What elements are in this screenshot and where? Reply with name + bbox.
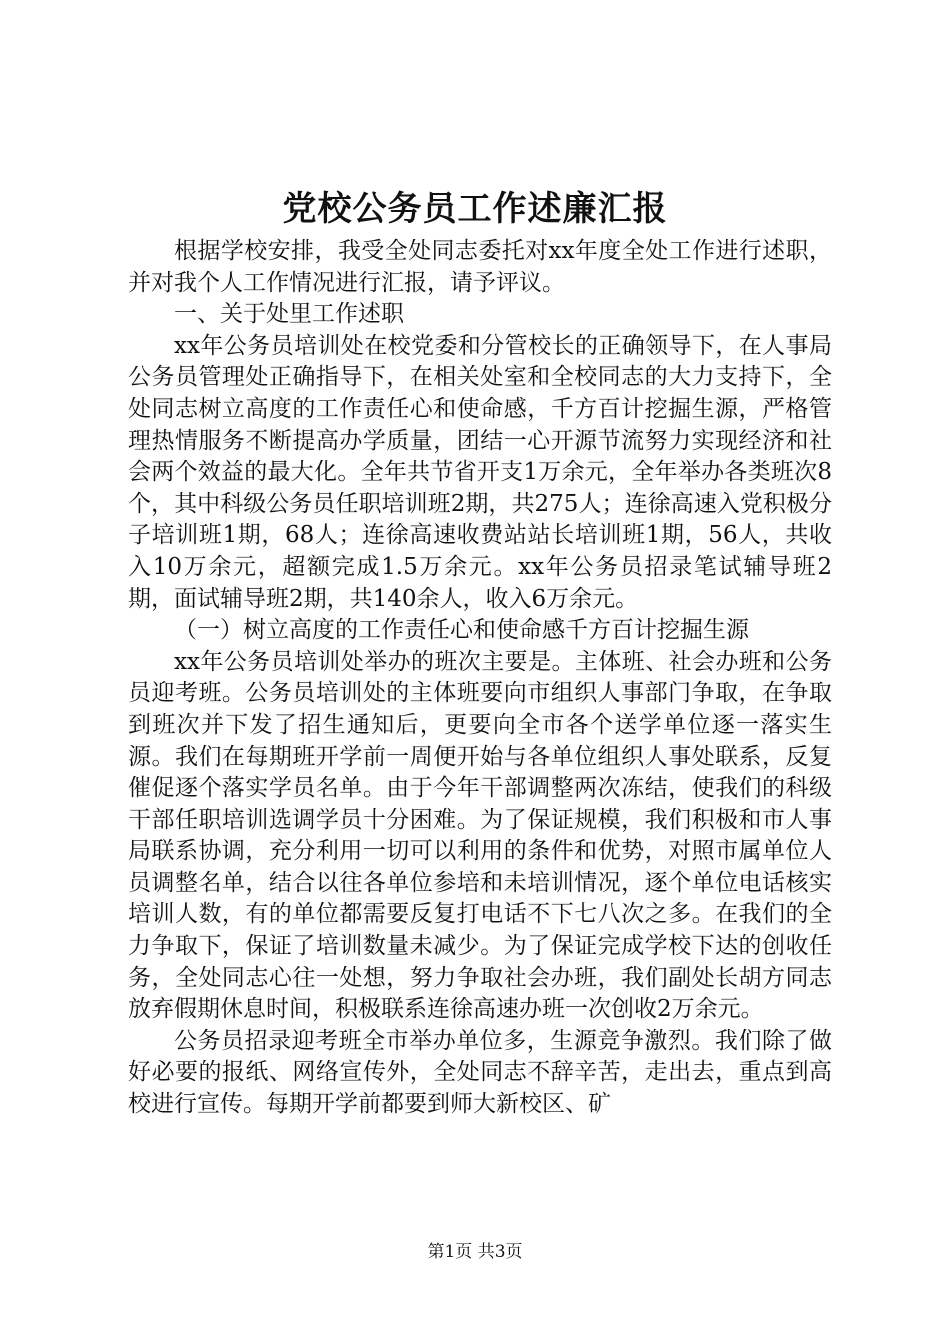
subsection-heading-1: （一）树立高度的工作责任心和使命感千方百计挖掘生源 [174, 617, 749, 644]
paragraph-intro: 根据学校安排，我受全处同志委托对xx年度全处工作进行述职，并对我个人工作情况进行汇报，请予评议。 [128, 238, 832, 296]
document-title: 党校公务员工作述廉汇报 [282, 189, 668, 229]
paragraph-enrollment: xx年公务员培训处举办的班次主要是。主体班、社会办班和公务员迎考班。公务员培训处的主体班要向市组织人事部门争取，在争取到班次并下发了招生通知后，更要向全市各个送学单位逐一落实生源。我们在每期班开学前一周便开始与各单位组织人事处联系，反复催促逐个落实学员名单。由于今年干部调整两次冻结，使我们的科级干部任职培训选调学员十分困难。为了保证规模，我们积极和市人事局联系协调，充分利用一切可以利用的条件和优势，对照市属单位人员调整名单，结合以往各单位参培和未培训情况，逐个单位电话核实培训人数，有的单位都需要反复打电话不下七八次之多。在我们的全力争取下，保证了培训数量未减少。为了保证完成学校下达的创收任务，全处同志心往一处想，努力争取社会办班，我们副处长胡方同志放弃假期休息时间，积极联系连徐高速办班一次创收2万余元。 [128, 648, 832, 1023]
paragraph-exam-class: 公务员招录迎考班全市举办单位多，生源竞争激烈。我们除了做好必要的报纸、网络宣传外，全处同志不辞辛苦，走出去，重点到高校进行宣传。每期开学前都要到师大新校区、矿 [128, 1027, 832, 1118]
page-footer: 第1页 共3页 [427, 1242, 523, 1262]
paragraph-summary: xx年公务员培训处在校党委和分管校长的正确领导下，在人事局公务员管理处正确指导下，在相关处室和全校同志的大力支持下，全处同志树立高度的工作责任心和使命感，千方百计挖掘生源，严格管理热情服务不断提高办学质量，团结一心开源节流努力实现经济和社会两个效益的最大化。全年共节省开支1万余元，全年举办各类班次8个，其中科级公务员任职培训班2期，共275人；连徐高速入党积极分子培训班1期，68人；连徐高速收费站站长培训班1期，56人，共收入10万余元，超额完成1.5万余元。xx年公务员招录笔试辅导班2期，面试辅导班2期，共140余人，收入6万余元。 [128, 332, 832, 612]
document-body [128, 236, 832, 1121]
section-heading-1: 一、关于处里工作述职 [174, 301, 404, 328]
